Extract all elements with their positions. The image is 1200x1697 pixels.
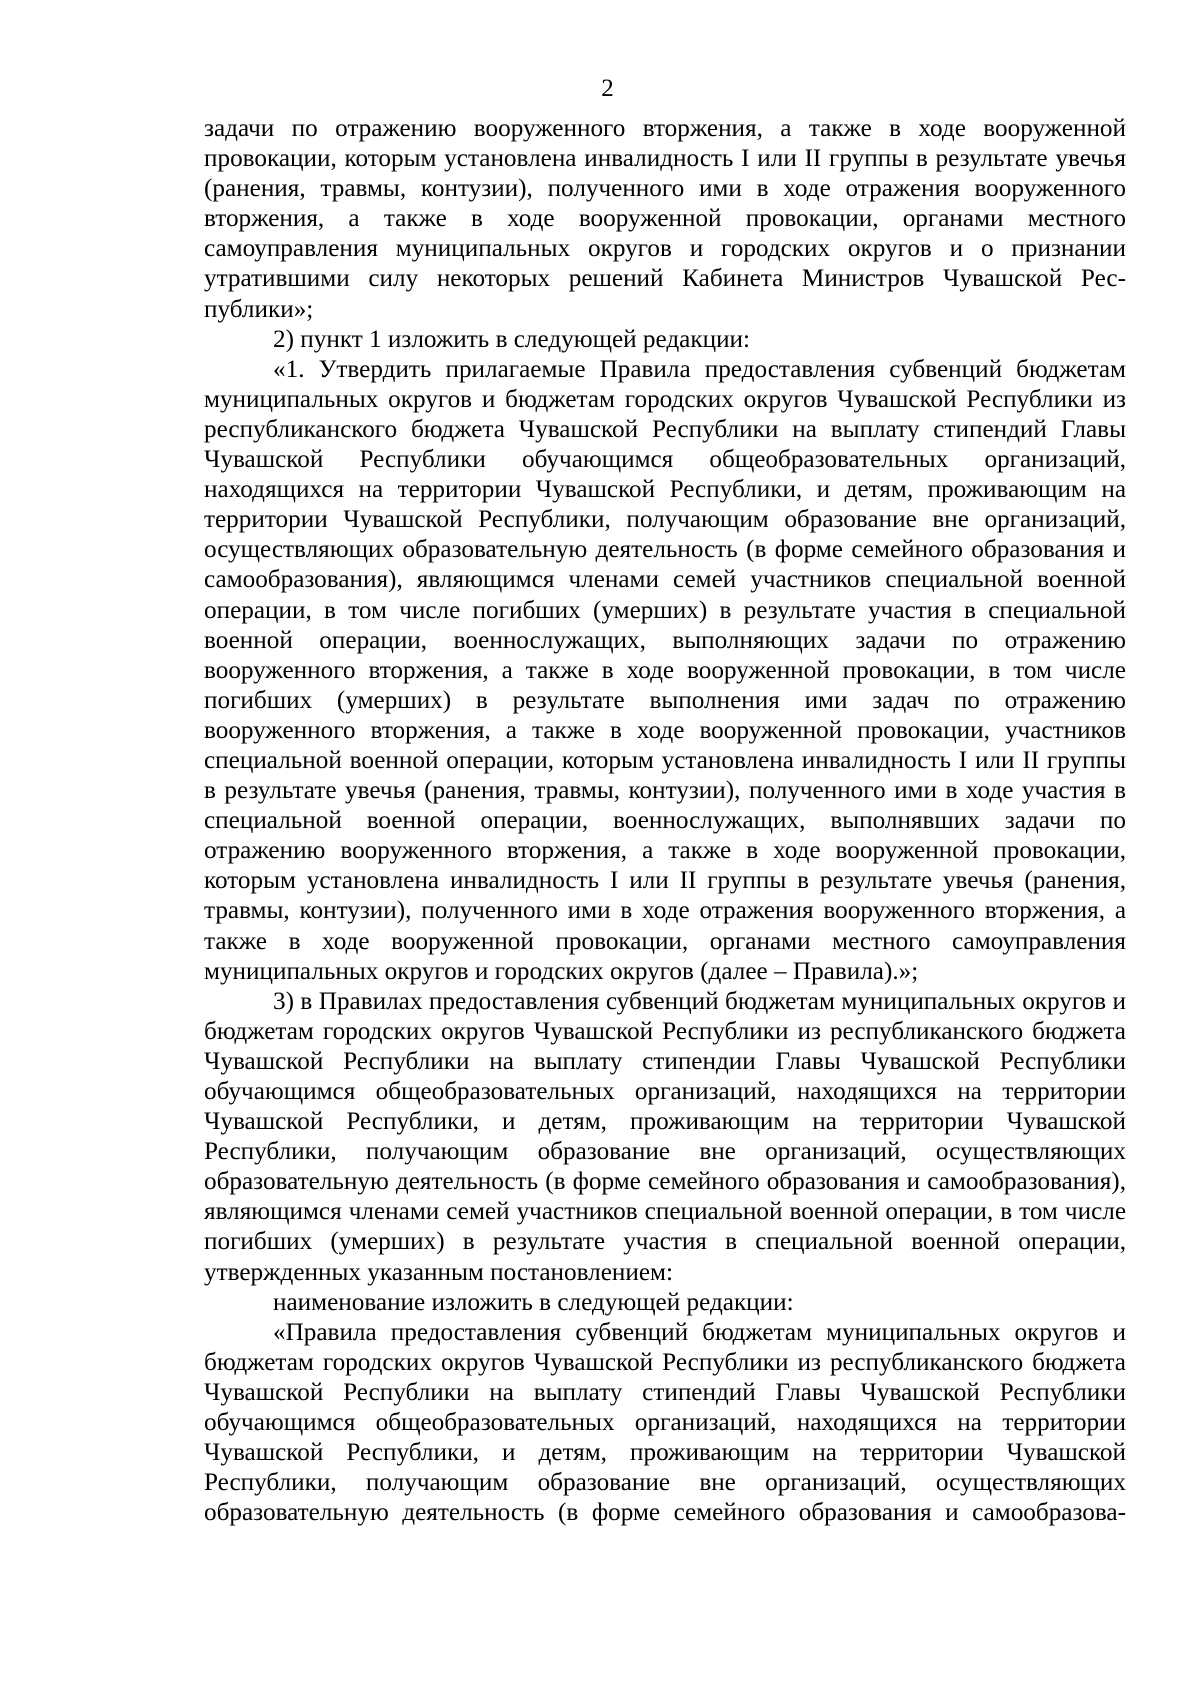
document-body (204, 114, 1126, 1528)
page-number: 2 (601, 75, 614, 102)
paragraph-title-change: наименование изложить в следующей редакции: (273, 1288, 794, 1316)
paragraph-item-3: 3) в Правилах предоставления субвенций бюджетам муниципальных округов и бюджетам городских округов Чувашской Республики из республиканского бюджета Чувашской Республики на выплату стипендии Главы Чувашской Республики обучающимся общеобразовательных организаций, находящихся на территории Чувашской Республики, и детям, проживающим на территории Чувашской Республики, получающим образование вне организаций, осуществляющих образовательную деятельность (в форме семейного образования и самообразования), являющимся членами семей участников специальной военной операции, в том числе погибших (умерших) в результате участия в специальной военной операции, утвержденных указанным постановлением: (204, 987, 1126, 1286)
paragraph-item-2-text: «1. Утвердить прилагаемые Правила предоставления субвенций бюджетам муниципальных округов и бюджетам городских округов Чувашской Республики из республиканского бюджета Чувашской Республики на выплату стипендий Главы Чувашской Республики обучающимся общеобразовательных организаций, находящихся на территории Чувашской Республики, и детям, проживающим на территории Чувашской Республики, получающим образование вне организаций, осуществляющих образовательную деятельность (в форме семейного образования и самообразования), являющимся членами семей участников специальной военной операции, в том числе погибших (умерших) в результате участия в специальной военной операции, военнослужащих, выполняющих задачи по отражению вооруженного вторжения, а также в ходе вооруженной провокации, в том числе погибших (умерших) в результате выполнения ими задач по отражению вооруженного вторжения, а также в ходе вооруженной провокации, участников специальной военной операции, которым установлена инвалидность I или II группы в результате увечья (ранения, травмы, контузии), полученного ими в ходе участия в специальной военной операции, военнослужащих, выполнявших задачи по отражению вооруженного вторжения, а также в ходе вооруженной провокации, которым установлена инвалидность I или II группы в результате увечья (ранения, травмы, контузии), полученного ими в ходе отражения вооруженного вторжения, а также в ходе вооруженной провокации, органами местного самоуправления муниципальных округов и городских округов (далее – Правила).»; (204, 355, 1126, 985)
paragraph-item-2: 2) пункт 1 изложить в следующей редакции: (273, 325, 751, 353)
paragraph-new-title: «Правила предоставления субвенций бюджетам муниципальных округов и бюджетам городских округов Чувашской Республики из республиканского бюджета Чувашской Республики на выплату стипендий Главы Чувашской Республики обучающимся общеобразовательных организаций, находящихся на территории Чувашской Республики, и детям, проживающим на территории Чувашской Республики, получающим образование вне организаций, осуществляющих образовательную деятельность (в форме семейного образования и самообразова- (204, 1318, 1126, 1527)
paragraph-continuation: задачи по отражению вооруженного вторжения, а также в ходе вооруженной провокации, которым установлена инвалидность I или II группы в результате увечья (ранения, травмы, контузии), полученного ими в ходе отражения вооруженного вторжения, а также в ходе вооруженной провокации, органами местного самоуправления муниципальных округов и городских округов и о признании утратившими силу некоторых решений Кабинета Министров Чувашской Республики»; (204, 115, 1126, 323)
